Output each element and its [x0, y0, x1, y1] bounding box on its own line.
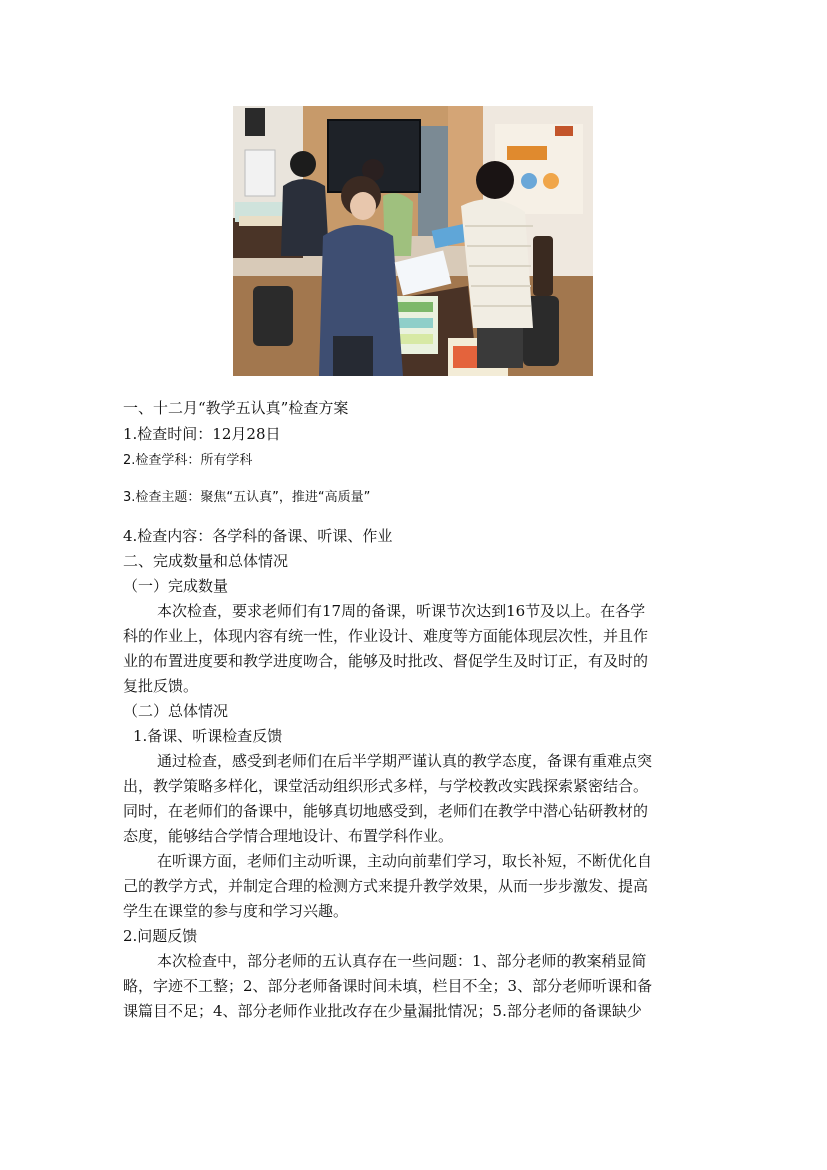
- teachers-checking-notebooks-photo: [233, 106, 593, 376]
- text-line: 在听课方面，老师们主动听课，主动向前辈们学习，取长补短，不断优化自: [157, 852, 653, 870]
- text-line: 本次检查中，部分老师的五认真存在一些问题：1、部分老师的教案稍显简: [157, 952, 647, 970]
- text-line: 本次检查，要求老师们有17周的备课，听课节次达到16节及以上。在各学: [157, 602, 646, 620]
- item-heading-problems: 2.问题反馈: [123, 927, 198, 945]
- check-time-line: 1.检查时间：12月28日: [123, 425, 281, 443]
- text-line: 业的布置进度要和教学进度吻合，能够及时批改、督促学生及时订正，有及时的: [123, 652, 649, 670]
- text-line: 学生在课堂的参与度和学习兴趣。: [123, 902, 349, 920]
- text-line: 复批反馈。: [123, 677, 199, 695]
- text-line: 态度，能够结合学情合理地设计、布置学科作业。: [123, 827, 454, 845]
- check-theme-line: 3.检查主题：聚焦“五认真”，推进“高质量”: [123, 490, 371, 505]
- item-heading-lesson-prep: 1.备课、听课检查反馈: [133, 727, 283, 745]
- text-line: 课篇目不足；4、部分老师作业批改存在少量漏批情况；5.部分老师的备课缺少: [123, 1002, 642, 1020]
- text-line: 科的作业上，体现内容有统一性，作业设计、难度等方面能体现层次性，并且作: [123, 627, 649, 645]
- subsection-heading-overview: （二）总体情况: [123, 702, 229, 720]
- paragraph-quantity: [123, 599, 703, 699]
- paragraph-lesson-prep: [123, 749, 703, 849]
- text-line: 略，字迹不工整；2、部分老师备课时间未填，栏目不全；3、部分老师听课和备: [123, 977, 653, 995]
- text-line: 同时，在老师们的备课中，能够真切地感受到，老师们在教学中潜心钻研教材的: [123, 802, 649, 820]
- paragraph-problems: [123, 949, 703, 1024]
- subsection-heading-quantity: （一）完成数量: [123, 577, 229, 595]
- text-line: 己的教学方式，并制定合理的检测方式来提升教学效果，从而一步步激发、提高: [123, 877, 649, 895]
- check-subject-line: 2.检查学科：所有学科: [123, 453, 253, 468]
- section-heading-2: 二、完成数量和总体情况: [123, 552, 289, 570]
- paragraph-observation: [123, 849, 703, 924]
- section-heading-1: 一、十二月“教学五认真”检查方案: [123, 399, 349, 417]
- check-content-line: 4.检查内容：各学科的备课、听课、作业: [123, 527, 393, 545]
- text-line: 通过检查，感受到老师们在后半学期严谨认真的教学态度，备课有重难点突: [157, 752, 653, 770]
- text-line: 出，教学策略多样化，课堂活动组织形式多样，与学校教改实践探索紧密结合。: [123, 777, 649, 795]
